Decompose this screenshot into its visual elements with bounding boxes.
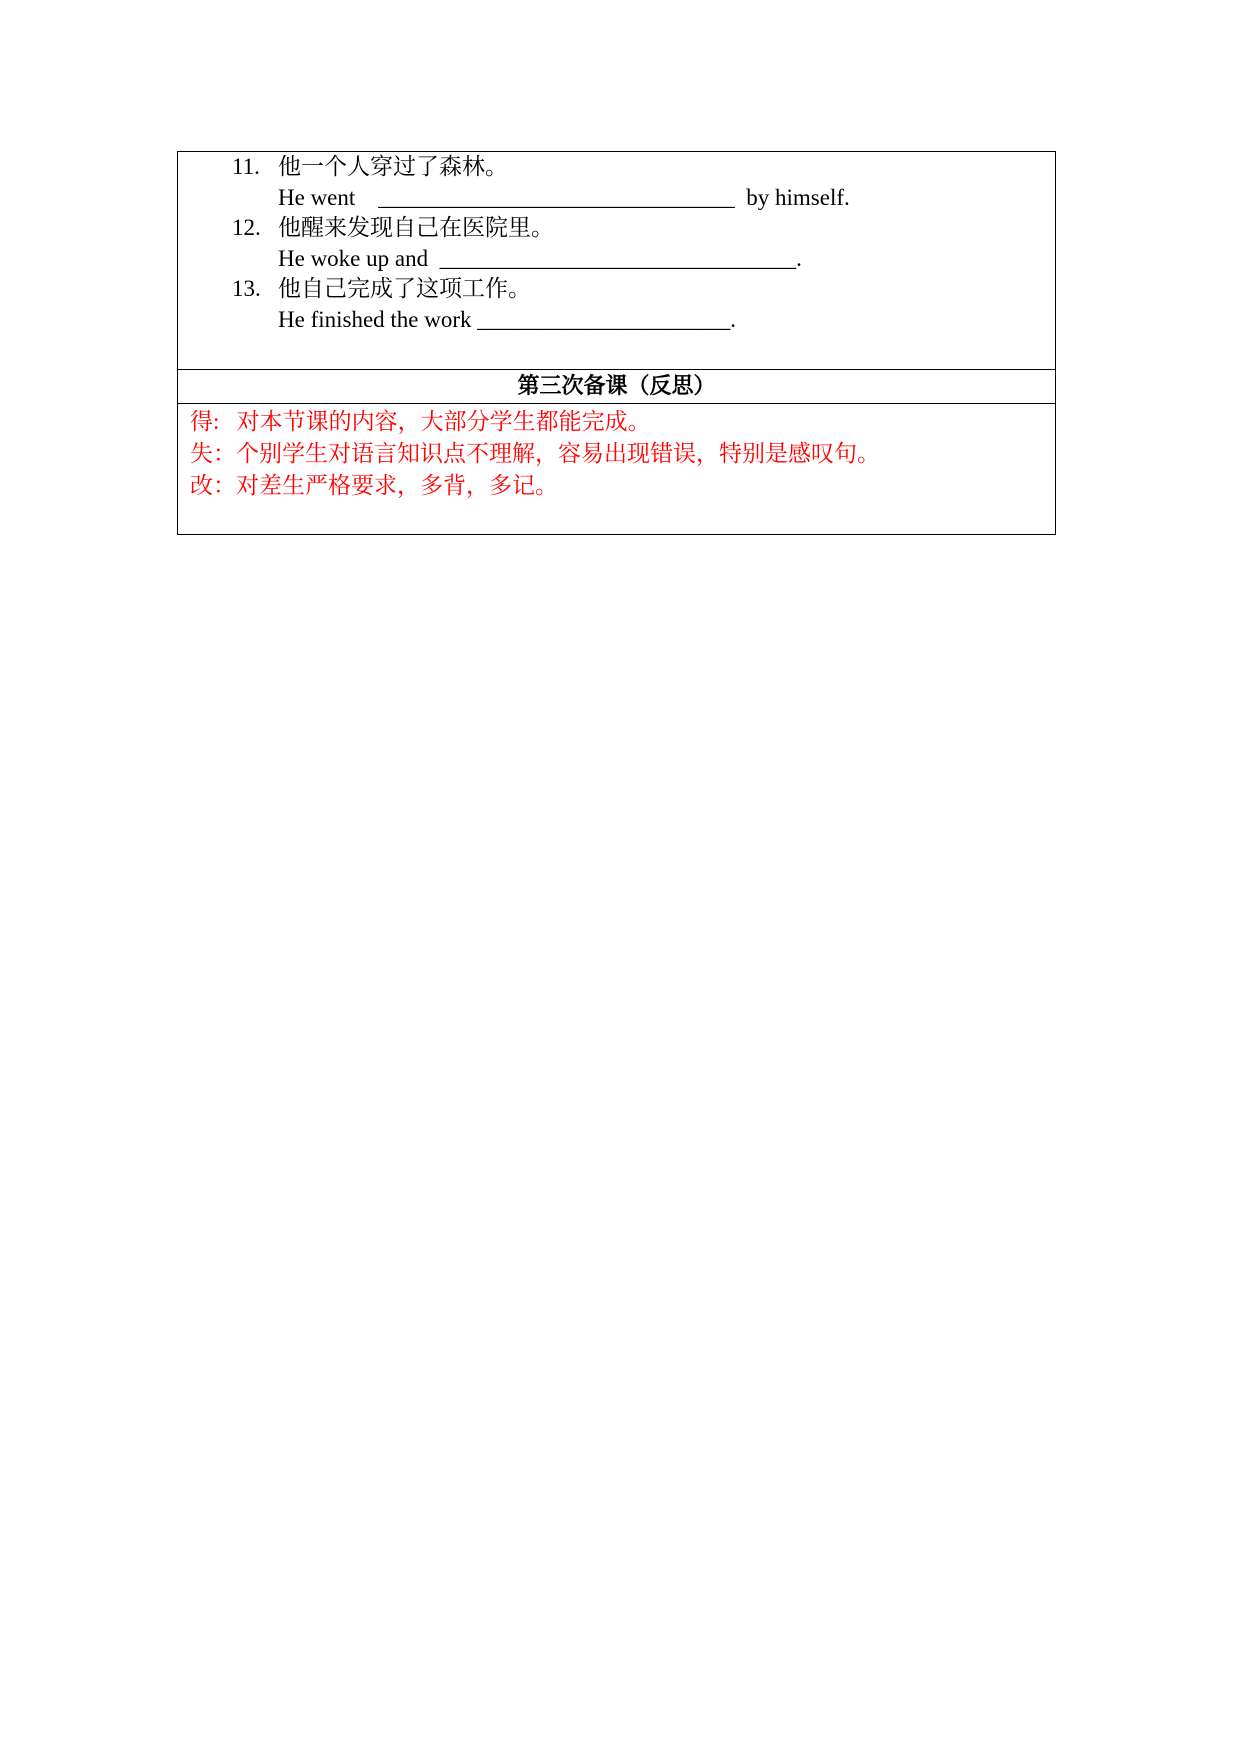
- reflection-gain: 得: 对本节课的内容，大部分学生都能完成。: [190, 409, 651, 434]
- reflection-loss: 失：个别学生对语言知识点不理解，容易出现错误，特别是感叹句。: [190, 441, 880, 466]
- exercise-chinese-sentence: 他一个人穿过了森林。: [278, 154, 508, 179]
- exercise-cell: [178, 152, 1055, 370]
- lesson-table: [177, 151, 1056, 535]
- exercise-chinese-sentence: 他自己完成了这项工作。: [278, 276, 531, 301]
- exercise-number: 11.: [232, 154, 260, 179]
- exercise-chinese-sentence: 他醒来发现自己在医院里。: [278, 215, 554, 240]
- section-header: 第三次备课（反思）: [178, 370, 1055, 404]
- exercise-english-blank: He woke up and _______________________________.: [278, 246, 802, 271]
- exercise-english-blank: He went _______________________________ by himself.: [278, 185, 850, 210]
- reflection-improve: 改：对差生严格要求，多背，多记。: [190, 473, 558, 498]
- exercise-english-blank: He finished the work ______________________.: [278, 307, 737, 332]
- reflection-cell: [178, 404, 1055, 534]
- exercise-number: 13.: [232, 276, 261, 301]
- exercise-number: 12.: [232, 215, 261, 240]
